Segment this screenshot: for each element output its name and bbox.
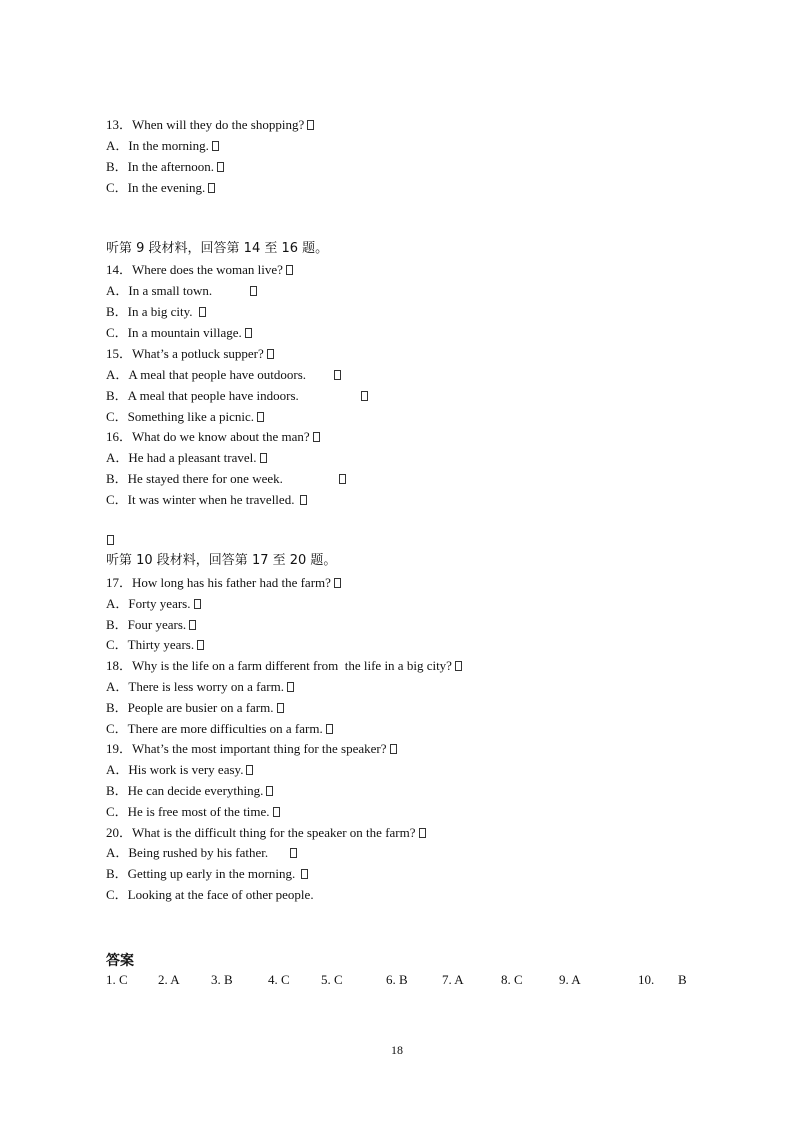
option-15c (106, 409, 264, 425)
option-text: A．In a small town. (106, 283, 213, 298)
placeholder-box-icon (339, 474, 346, 484)
placeholder-box-icon (307, 120, 314, 130)
placeholder-box-icon (301, 869, 308, 879)
option-20c (106, 887, 314, 903)
placeholder-box-icon (286, 265, 293, 275)
option-text: C．Looking at the face of other people. (106, 887, 314, 902)
question-text: 13．When will they do the shopping? (106, 117, 305, 132)
answer-item: 10. (638, 972, 655, 987)
option-18c (106, 721, 333, 737)
placeholder-box-icon (107, 535, 114, 545)
question-text: 18．Why is the life on a farm different from the life in a big city? (106, 658, 452, 673)
placeholder-box-icon (273, 807, 280, 817)
placeholder-box-icon (197, 640, 204, 650)
option-20a (106, 845, 297, 861)
question-20 (106, 825, 426, 841)
answer-item: 8. C (501, 972, 523, 987)
option-text: A．Being rushed by his father. (106, 845, 269, 860)
option-13a (106, 138, 219, 154)
option-17a (106, 596, 201, 612)
question-text: 16．What do we know about the man? (106, 429, 310, 444)
question-text: 17．How long has his father had the farm? (106, 575, 331, 590)
option-14a (106, 283, 257, 299)
option-text: B．A meal that people have indoors. (106, 388, 299, 403)
option-19b (106, 783, 273, 799)
option-text: B．In the afternoon. (106, 159, 214, 174)
placeholder-box-icon (267, 349, 274, 359)
placeholder-box-icon (266, 786, 273, 796)
question-text: 14．Where does the woman live? (106, 262, 283, 277)
option-15b (106, 388, 368, 404)
placeholder-box-icon (313, 432, 320, 442)
option-text: B．In a big city. (106, 304, 193, 319)
option-text: A．Forty years. (106, 596, 191, 611)
option-20b (106, 866, 308, 882)
option-text: A．In the morning. (106, 138, 209, 153)
option-text: A．He had a pleasant travel. (106, 450, 257, 465)
placeholder-box-icon (290, 848, 297, 858)
question-14 (106, 262, 293, 278)
option-17c (106, 637, 204, 653)
placeholder-box-icon (287, 682, 294, 692)
placeholder-box-icon (194, 599, 201, 609)
placeholder-box-icon (390, 744, 397, 754)
page-number: 18 (391, 1043, 403, 1057)
section-9-heading: 听第 9 段材料，回答第 14 至 16 题。 (106, 241, 329, 256)
option-text: C．There are more difficulties on a farm. (106, 721, 323, 736)
placeholder-box-icon (260, 453, 267, 463)
option-18b (106, 700, 284, 716)
question-16 (106, 429, 320, 445)
option-text: C．In the evening. (106, 180, 206, 195)
answer-item: 7. A (442, 972, 464, 987)
question-17 (106, 575, 341, 591)
placeholder-box-icon (212, 141, 219, 151)
placeholder-box-icon (208, 183, 215, 193)
option-text: C．It was winter when he travelled. (106, 492, 295, 507)
question-19 (106, 741, 397, 757)
answer-item: B (678, 972, 687, 987)
option-text: B．Getting up early in the morning. (106, 866, 296, 881)
question-text: 19．What’s the most important thing for the speaker? (106, 741, 387, 756)
option-text: C．Something like a picnic. (106, 409, 255, 424)
placeholder-box-icon (455, 661, 462, 671)
option-16c (106, 492, 307, 508)
option-text: A．There is less worry on a farm. (106, 679, 284, 694)
placeholder-box-icon (250, 286, 257, 296)
question-18 (106, 658, 462, 674)
question-text: 15．What’s a potluck supper? (106, 346, 264, 361)
option-text: C．In a mountain village. (106, 325, 242, 340)
option-text: C．Thirty years. (106, 637, 195, 652)
option-16a (106, 450, 267, 466)
answer-item: 9. A (559, 972, 581, 987)
answer-item: 2. A (158, 972, 180, 987)
option-16b (106, 471, 346, 487)
option-text: B．He can decide everything. (106, 783, 264, 798)
placeholder-box-icon (361, 391, 368, 401)
question-15 (106, 346, 274, 362)
question-13 (106, 117, 314, 133)
answer-item: 3. B (211, 972, 233, 987)
option-text: A．A meal that people have outdoors. (106, 367, 307, 382)
option-13b (106, 159, 224, 175)
placeholder-box-icon (334, 578, 341, 588)
option-18a (106, 679, 294, 695)
answer-item: 4. C (268, 972, 290, 987)
placeholder-box-icon (277, 703, 284, 713)
placeholder-box-icon (245, 328, 252, 338)
option-17b (106, 617, 196, 633)
placeholder-box-icon (246, 765, 253, 775)
answer-item: 1. C (106, 972, 128, 987)
section-10-heading: 听第 10 段材料，回答第 17 至 20 题。 (106, 553, 337, 568)
placeholder-box-icon (199, 307, 206, 317)
option-13c (106, 180, 215, 196)
answer-item: 6. B (386, 972, 408, 987)
option-text: C．He is free most of the time. (106, 804, 270, 819)
option-15a (106, 367, 341, 383)
placeholder-box-icon (300, 495, 307, 505)
placeholder-box-icon (217, 162, 224, 172)
option-14b (106, 304, 206, 320)
answer-item: 5. C (321, 972, 343, 987)
option-19c (106, 804, 280, 820)
option-text: A．His work is very easy. (106, 762, 244, 777)
option-14c (106, 325, 252, 341)
option-19a (106, 762, 253, 778)
question-text: 20．What is the difficult thing for the speaker on the farm? (106, 825, 416, 840)
option-text: B．He stayed there for one week. (106, 471, 283, 486)
blank-line-marker (106, 532, 114, 548)
placeholder-box-icon (334, 370, 341, 380)
placeholder-box-icon (419, 828, 426, 838)
option-text: B．People are busier on a farm. (106, 700, 274, 715)
placeholder-box-icon (326, 724, 333, 734)
option-text: B．Four years. (106, 617, 187, 632)
placeholder-box-icon (257, 412, 264, 422)
answers-heading: 答案 (106, 953, 134, 969)
placeholder-box-icon (189, 620, 196, 630)
